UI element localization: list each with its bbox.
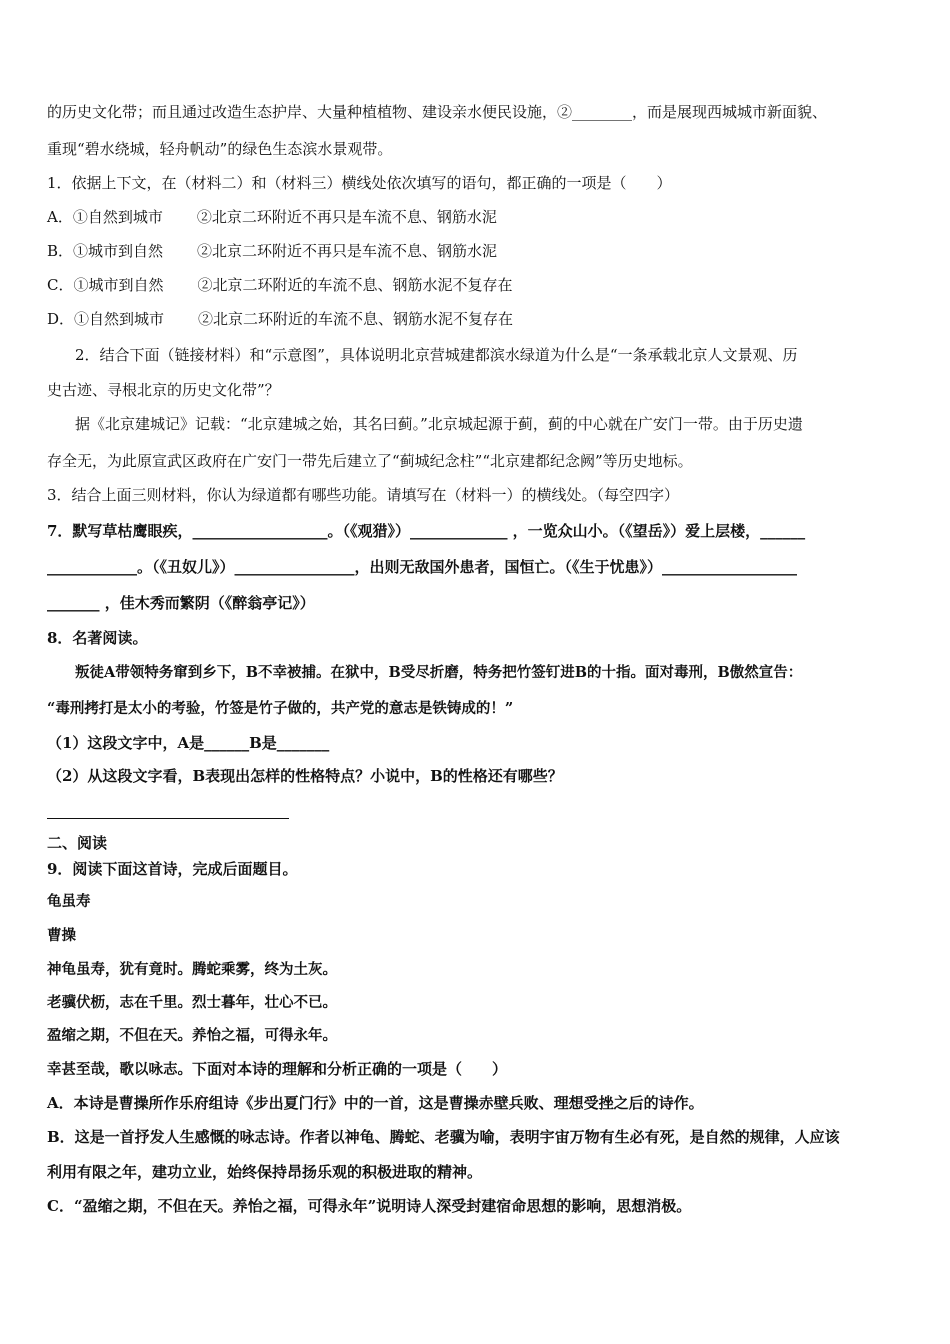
poem-author: 曹操 [47,927,76,944]
question-7-line-2: ____________。（《丑奴儿》）________________，出则无敌国外患者，国恒亡。（《生于忧患》）__________________ [47,558,798,576]
q8-subquestion-1: （1）这段文字中，A是______B是_______ [47,734,330,752]
answer-line [47,818,289,819]
q1-option-c [47,275,513,295]
q9-stem: 下面对本诗的理解和分析正确的一项是（ ） [192,1060,508,1078]
question-2-line-1: 2．结合下面（链接材料）和“示意图”，具体说明北京营城建都滨水绿道为什么是“一条承载北京人文景观、历 [75,346,798,364]
poem-line-2: 老骥伏枥，志在千里。烈士暮年，壮心不已。 [47,994,337,1011]
question-1: 1．依据上下文，在（材料二）和（材料三）横线处依次填写的语句，都正确的一项是（ ） [47,174,672,192]
q1-option-d-text: ②北京二环附近的车流不息、钢筋水泥不复存在 [198,310,514,328]
poem-line-4: 幸甚至哉，歌以咏志。 [47,1061,192,1078]
question-7-line-3: _______ ，佳木秀而繁阴（《醉翁亭记》） [47,594,315,612]
q1-option-d [47,309,513,329]
q1-option-b [47,241,497,261]
poem-line-1: 神龟虽寿，犹有竟时。腾蛇乘雾，终为土灰。 [47,961,337,978]
material-text-line-2: 重现“碧水绕城，轻舟帆动”的绿色生态滨水景观带。 [47,140,393,158]
q1-option-b-label: B．①城市到自然 [47,242,164,260]
poem-title: 龟虽寿 [47,893,91,910]
q1-option-c-text: ②北京二环附近的车流不息、钢筋水泥不复存在 [197,276,513,294]
q1-option-c-label: C．①城市到自然 [47,276,164,294]
question-8: 8．名著阅读。 [47,629,148,647]
q9-option-b-line-2: 利用有限之年，建功立业，始终保持昂扬乐观的积极进取的精神。 [47,1163,483,1181]
link-material-line-2: 存全无，为此原宣武区政府在广安门一带先后建立了“蓟城纪念柱”“北京建都纪念阙”等历史地标。 [47,452,693,470]
poem-line-4-with-question [47,1059,507,1080]
q8-passage-line-1: 叛徒A带领特务窜到乡下，B不幸被捕。在狱中，B受尽折磨，特务把竹签钉进B的十指。面对毒刑，B傲然宣告： [75,664,803,681]
q1-option-b-text: ②北京二环附近不再只是车流不息、钢筋水泥 [197,242,498,260]
q9-option-b-line-1: B．这是一首抒发人生感慨的咏志诗。作者以神龟、腾蛇、老骥为喻，表明宇宙万物有生必有死，是自然的规律，人应该 [47,1128,840,1146]
q9-option-a: A．本诗是曹操所作乐府组诗《步出夏门行》中的一首，这是曹操赤壁兵败、理想受挫之后的诗作。 [47,1094,704,1112]
q8-subquestion-2: （2）从这段文字看，B表现出怎样的性格特点？小说中，B的性格还有哪些？ [47,767,563,785]
section-2-heading: 二、阅读 [47,834,108,852]
q1-option-a-text: ②北京二环附近不再只是车流不息、钢筋水泥 [196,208,497,226]
question-7-line-1: 7．默写草枯鹰眼疾，__________________。（《观猎》）_____________ ，一览众山小。（《望岳》）爱上层楼，______ [47,522,806,540]
poem-line-3: 盈缩之期，不但在天。养怡之福，可得永年。 [47,1027,337,1044]
q1-option-a-label: A．①自然到城市 [47,208,163,226]
question-9: 9．阅读下面这首诗，完成后面题目。 [47,860,298,878]
q9-option-c: C．“盈缩之期，不但在天。养怡之福，可得永年”说明诗人深受封建宿命思想的影响，思想消极。 [47,1197,692,1215]
question-2-line-2: 史古迹、寻根北京的历史文化带”？ [47,381,280,399]
question-3: 3．结合上面三则材料，你认为绿道都有哪些功能。请填写在（材料一）的横线处。（每空四字） [47,486,680,504]
q1-option-d-label: D．①自然到城市 [47,310,165,328]
q8-passage-line-2: “毒刑拷打是太小的考验，竹签是竹子做的，共产党的意志是铁铸成的！” [47,700,514,717]
material-text-line-1: 的历史文化带；而且通过改造生态护岸、大量种植植物、建设亲水便民设施，②________，而是展现西城城市新面貌、 [47,103,828,121]
link-material-line-1: 据《北京建城记》记载：“北京建城之始，其名曰蓟。”北京城起源于蓟，蓟的中心就在广安门一带。由于历史遗 [75,415,803,433]
q1-option-a [47,207,497,227]
